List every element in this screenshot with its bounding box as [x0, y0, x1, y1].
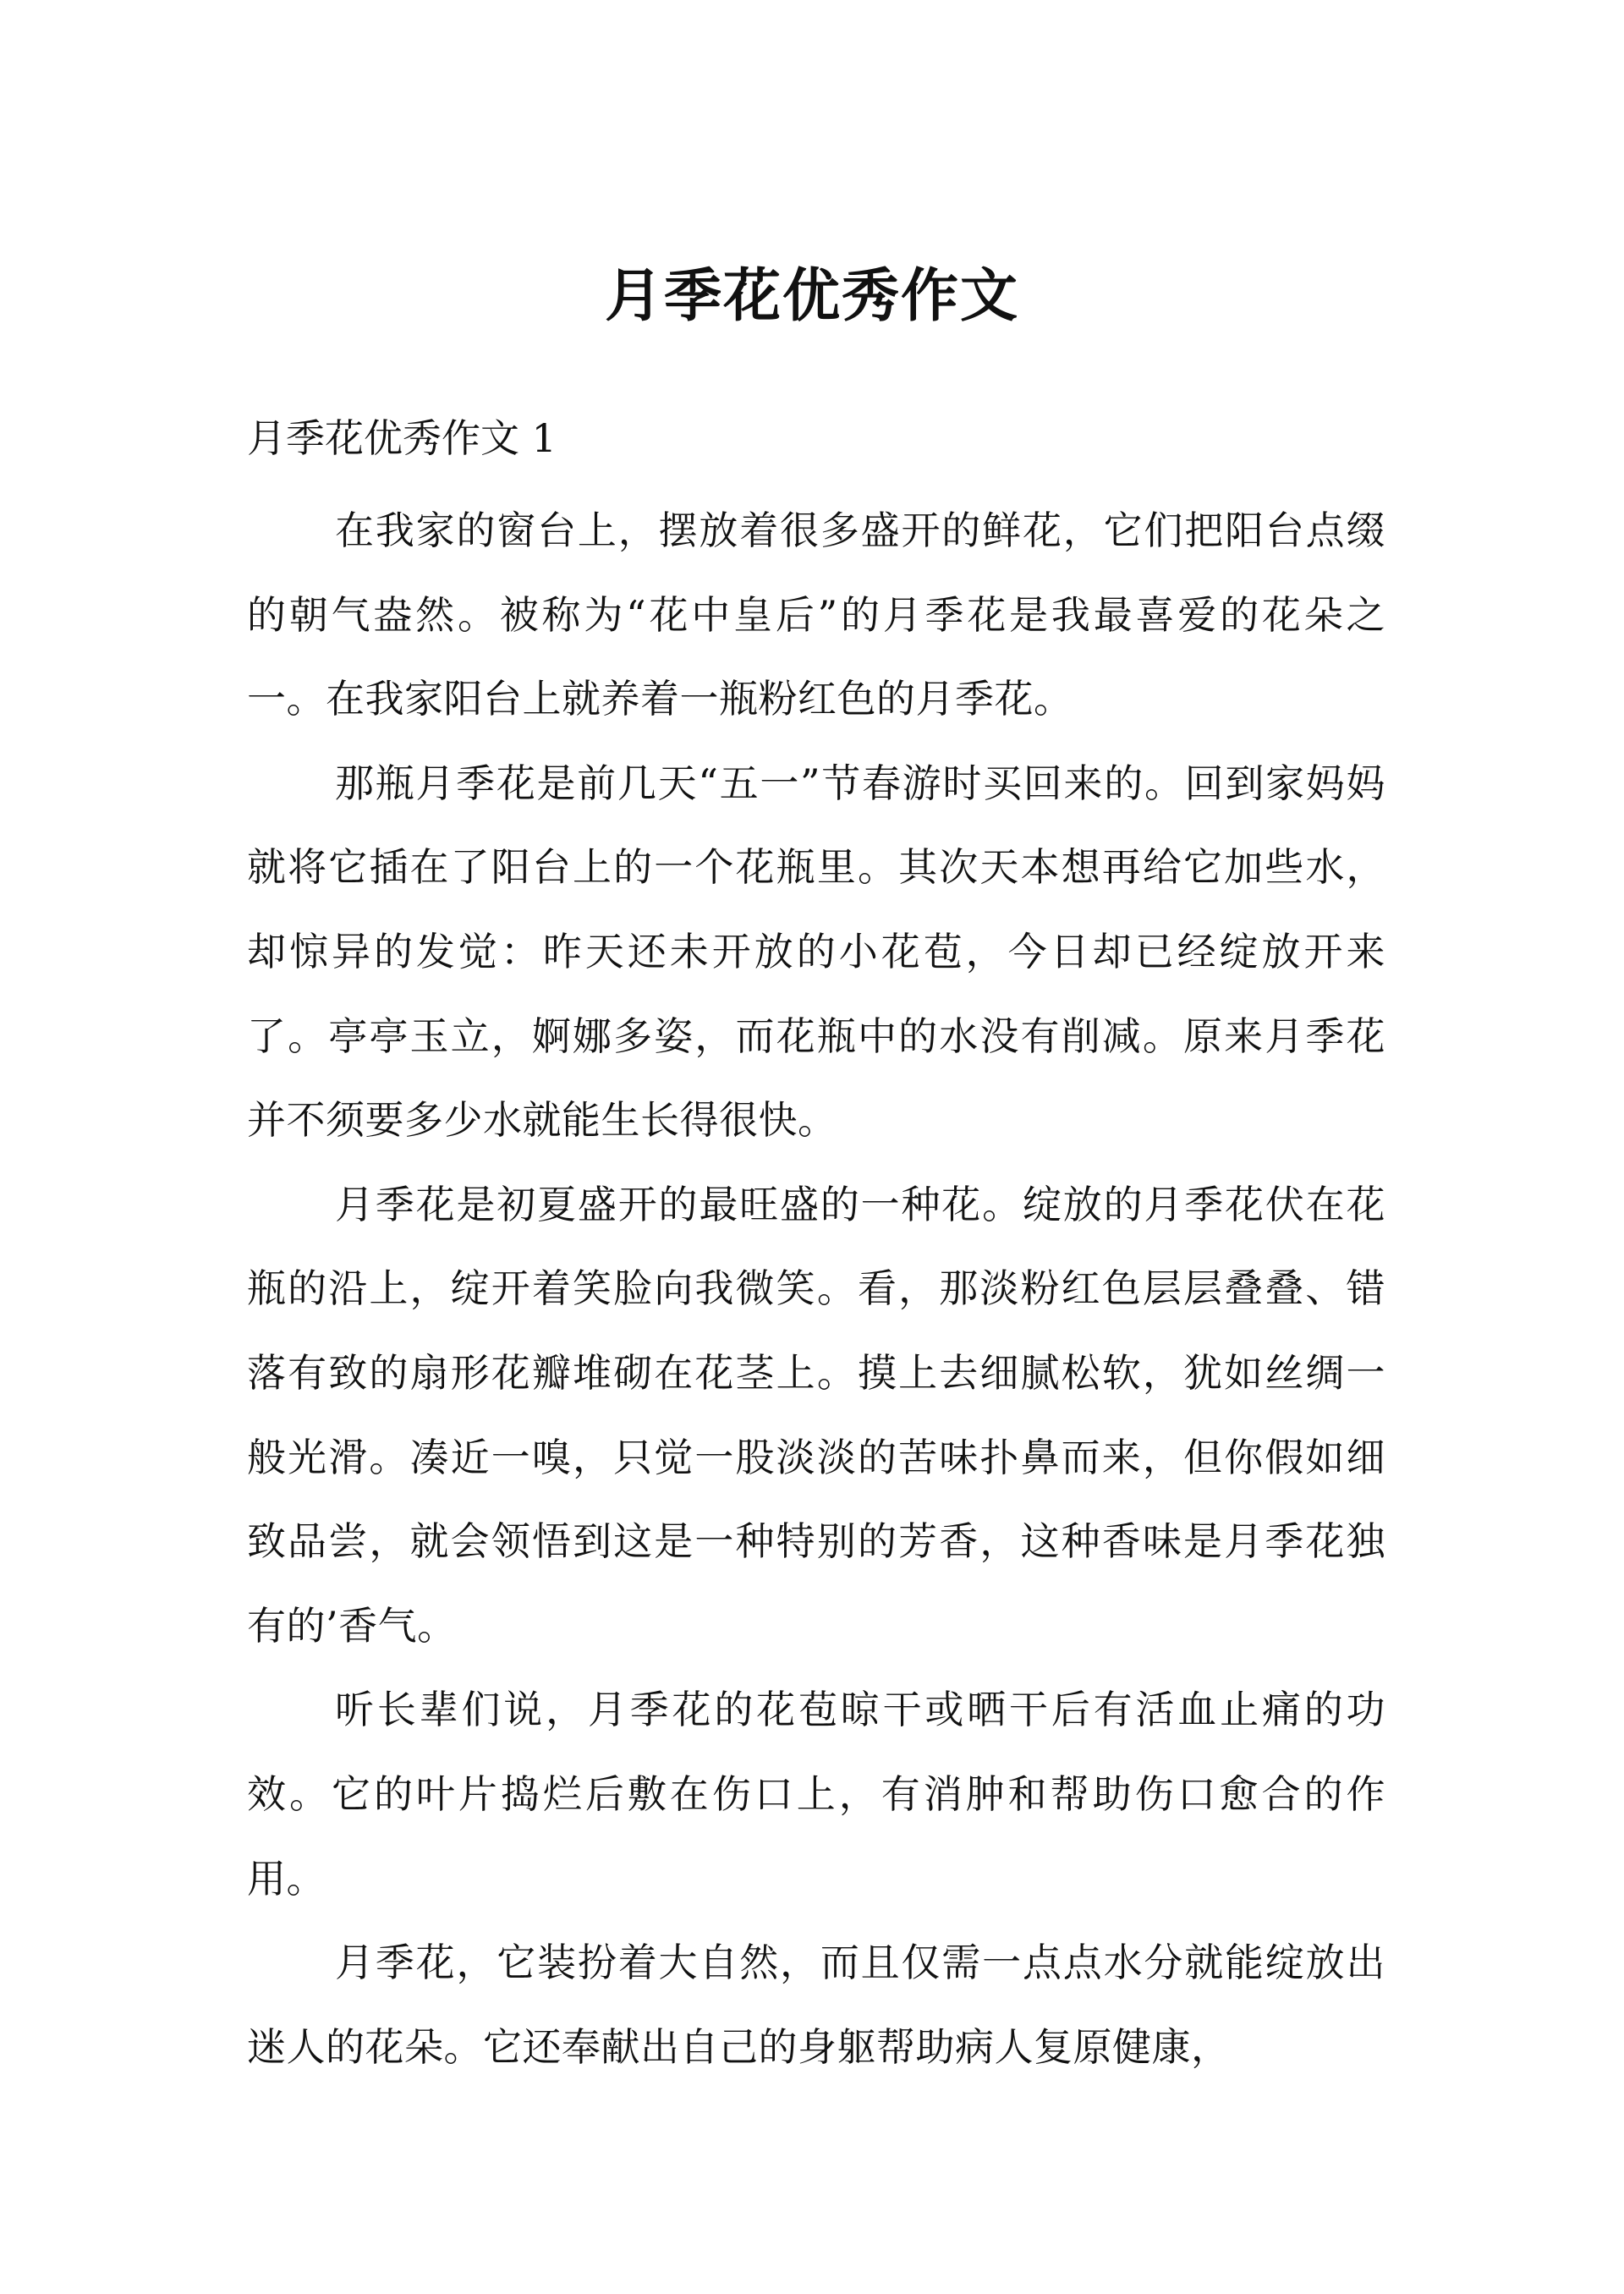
- paragraph: 那瓶月季花是前几天“五一”节春游时买回来的。回到家妈妈就将它插在了阳台上的一个花瓶里。其次天本想再给它加些水，却惊异的发觉：昨天还未开放的小花苞，今日却已经绽放开来了。亭亭玉立，婀娜多姿，而花瓶中的水没有削减。原来月季花并不须要多少水就能生长得很快。: [247, 760, 1385, 1144]
- document-title: 月季花优秀作文: [604, 262, 1019, 330]
- paragraph: 听长辈们说，月季花的花苞晾干或晒干后有活血止痛的功效。它的叶片捣烂后敷在伤口上，有消肿和帮助伤口愈合的作用。: [247, 1687, 1385, 1902]
- document-body: [247, 489, 1385, 2089]
- section-heading: 月季花优秀作文 1: [247, 415, 557, 461]
- paragraph: 月季花，它装扮着大自然，而且仅需一点点水分就能绽放出迷人的花朵。它还奉献出自己的身躯帮助病人复原健康，: [247, 1940, 1385, 2070]
- paragraph: 在我家的窗台上，摆放着很多盛开的鲜花，它们把阳台点缀的朝气盎然。被称为“花中皇后”的月季花是我最喜爱的花朵之一。在我家阳台上就养着一瓶粉红色的月季花。: [247, 508, 1385, 722]
- paragraph: 月季花是初夏盛开的最旺盛的一种花。绽放的月季花伏在花瓶的沿上，绽开着笑脸向我微笑。看，那淡粉红色层层叠叠、错落有致的扇形花瓣堆砌在花茎上。摸上去细腻松软，犹如丝绸一般光滑。凑近一嗅，只觉一股淡淡的苦味扑鼻而来，但你假如细致品尝，就会领悟到这是一种特别的芳香，这种香味是月季花独有的’香气。: [247, 1181, 1385, 1649]
